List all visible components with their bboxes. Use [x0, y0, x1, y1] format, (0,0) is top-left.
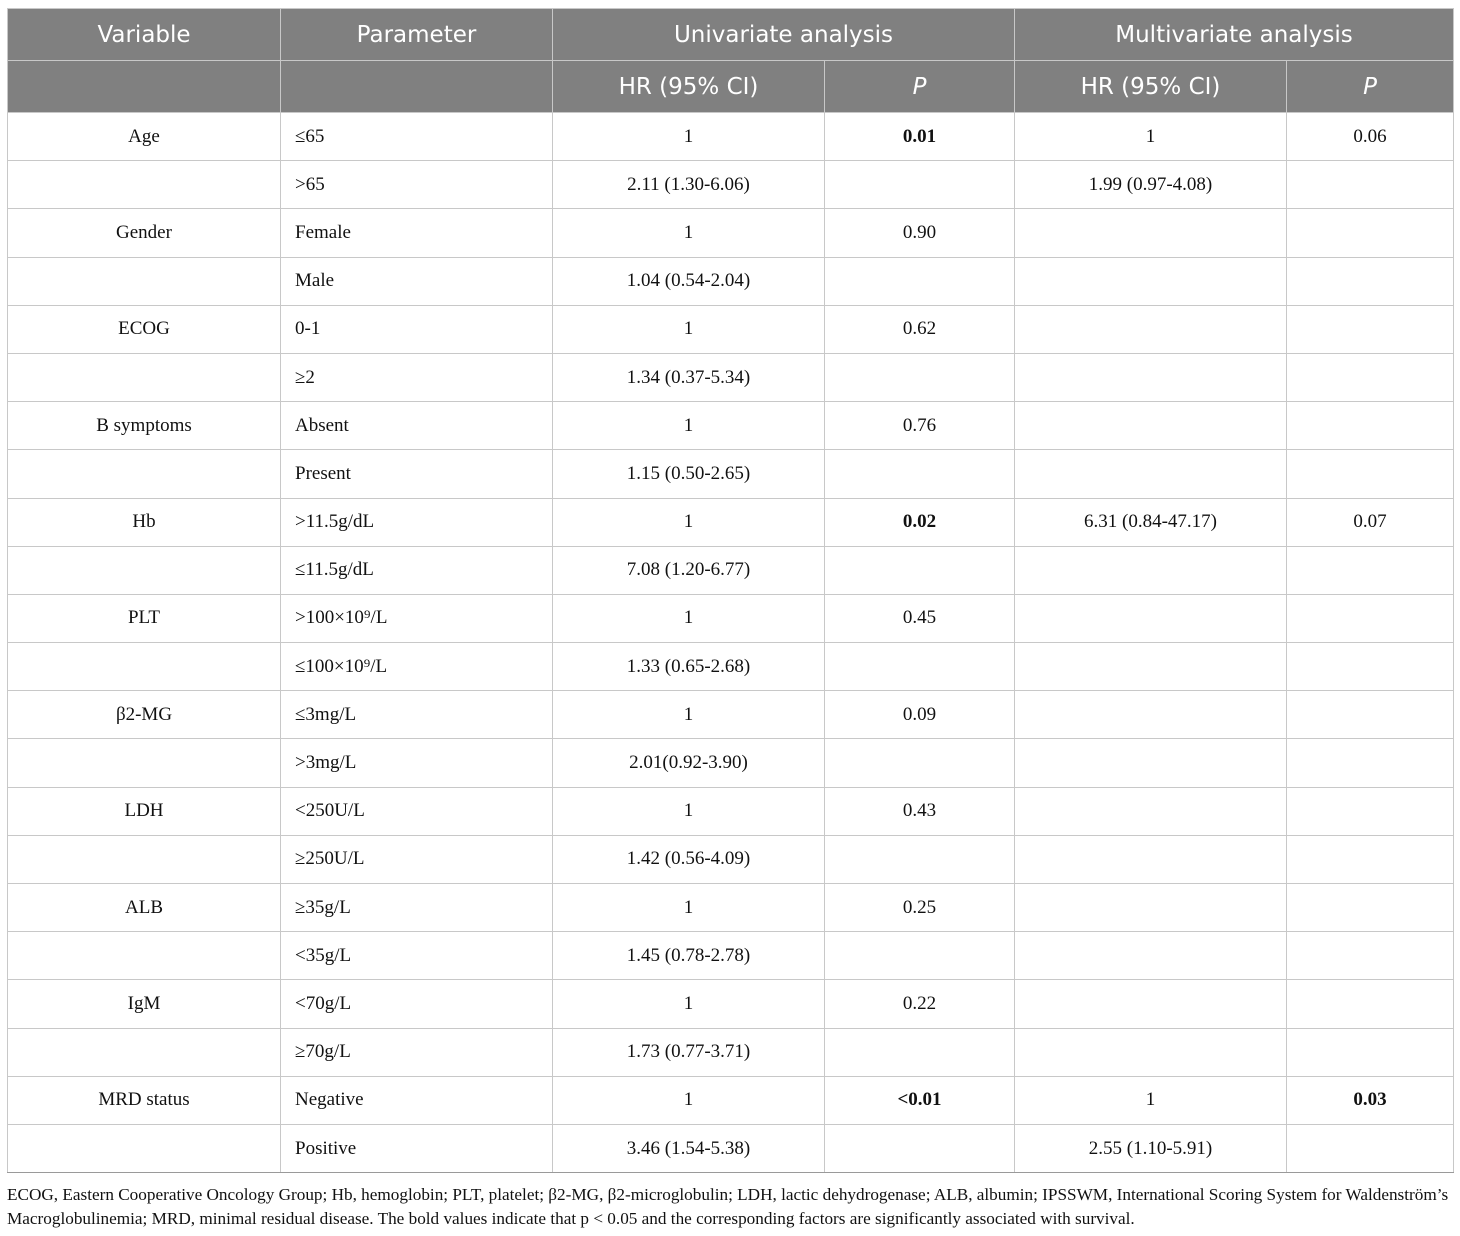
variable-cell: [8, 932, 281, 980]
parameter-cell: ≥35g/L: [281, 884, 553, 932]
variable-cell: [8, 739, 281, 787]
variable-cell: [8, 643, 281, 691]
multivariate-hr-cell: 1.99 (0.97-4.08): [1015, 161, 1287, 209]
variable-cell: [8, 1124, 281, 1172]
header-univariate-p: P: [825, 61, 1015, 113]
variable-cell: [8, 450, 281, 498]
multivariate-hr-cell: [1015, 691, 1287, 739]
header-multivariate-hr: HR (95% CI): [1015, 61, 1287, 113]
header-variable: Variable: [8, 9, 281, 61]
multivariate-hr-cell: [1015, 739, 1287, 787]
parameter-cell: 0-1: [281, 305, 553, 353]
multivariate-p-cell: 0.06: [1287, 113, 1454, 161]
univariate-hr-cell: 1.73 (0.77-3.71): [553, 1028, 825, 1076]
table-row: [8, 546, 1454, 594]
header-multivariate-p: P: [1287, 61, 1454, 113]
multivariate-hr-cell: [1015, 546, 1287, 594]
table-row: [8, 691, 1454, 739]
parameter-cell: Absent: [281, 402, 553, 450]
univariate-hr-cell: 7.08 (1.20-6.77): [553, 546, 825, 594]
table-row: [8, 161, 1454, 209]
parameter-cell: Male: [281, 257, 553, 305]
parameter-cell: >11.5g/dL: [281, 498, 553, 546]
univariate-hr-cell: 1: [553, 980, 825, 1028]
parameter-cell: Female: [281, 209, 553, 257]
univariate-p-cell: [825, 353, 1015, 401]
variable-cell: [8, 835, 281, 883]
multivariate-hr-cell: [1015, 980, 1287, 1028]
univariate-hr-cell: 1.45 (0.78-2.78): [553, 932, 825, 980]
variable-cell: [8, 1028, 281, 1076]
univariate-hr-cell: 1: [553, 691, 825, 739]
survival-analysis-table: [7, 8, 1454, 1173]
multivariate-hr-cell: 1: [1015, 113, 1287, 161]
parameter-cell: >65: [281, 161, 553, 209]
parameter-cell: >100×10⁹/L: [281, 594, 553, 642]
univariate-hr-cell: 1: [553, 498, 825, 546]
univariate-p-cell: 0.90: [825, 209, 1015, 257]
multivariate-p-cell: [1287, 1124, 1454, 1172]
univariate-hr-cell: 1.33 (0.65-2.68): [553, 643, 825, 691]
univariate-hr-cell: 1.15 (0.50-2.65): [553, 450, 825, 498]
multivariate-p-cell: [1287, 1028, 1454, 1076]
univariate-hr-cell: 1: [553, 209, 825, 257]
multivariate-p-cell: [1287, 643, 1454, 691]
univariate-p-cell: 0.02: [825, 498, 1015, 546]
multivariate-p-cell: [1287, 594, 1454, 642]
univariate-p-cell: [825, 932, 1015, 980]
univariate-p-cell: [825, 257, 1015, 305]
univariate-p-cell: 0.01: [825, 113, 1015, 161]
variable-cell: [8, 546, 281, 594]
univariate-p-cell: 0.45: [825, 594, 1015, 642]
multivariate-hr-cell: [1015, 402, 1287, 450]
parameter-cell: ≥70g/L: [281, 1028, 553, 1076]
univariate-hr-cell: 1: [553, 305, 825, 353]
header-univariate: Univariate analysis: [553, 9, 1015, 61]
univariate-hr-cell: 1.34 (0.37-5.34): [553, 353, 825, 401]
variable-cell: Age: [8, 113, 281, 161]
univariate-hr-cell: 1: [553, 113, 825, 161]
parameter-cell: ≥2: [281, 353, 553, 401]
table-row: [8, 402, 1454, 450]
univariate-hr-cell: 1: [553, 1076, 825, 1124]
parameter-cell: Present: [281, 450, 553, 498]
variable-cell: [8, 257, 281, 305]
parameter-cell: <70g/L: [281, 980, 553, 1028]
univariate-p-cell: 0.43: [825, 787, 1015, 835]
univariate-p-cell: [825, 546, 1015, 594]
table-row: [8, 498, 1454, 546]
multivariate-hr-cell: [1015, 884, 1287, 932]
variable-cell: [8, 161, 281, 209]
variable-cell: Gender: [8, 209, 281, 257]
multivariate-p-cell: [1287, 450, 1454, 498]
multivariate-hr-cell: [1015, 257, 1287, 305]
parameter-cell: ≥250U/L: [281, 835, 553, 883]
univariate-p-cell: [825, 643, 1015, 691]
header-row-2: [8, 61, 1454, 113]
variable-cell: β2-MG: [8, 691, 281, 739]
header-multivariate: Multivariate analysis: [1015, 9, 1454, 61]
table-row: [8, 739, 1454, 787]
univariate-hr-cell: 1.04 (0.54-2.04): [553, 257, 825, 305]
univariate-hr-cell: 2.11 (1.30-6.06): [553, 161, 825, 209]
multivariate-p-cell: 0.07: [1287, 498, 1454, 546]
variable-cell: [8, 353, 281, 401]
multivariate-p-cell: [1287, 353, 1454, 401]
table-row: [8, 209, 1454, 257]
multivariate-hr-cell: [1015, 450, 1287, 498]
univariate-hr-cell: 1: [553, 787, 825, 835]
multivariate-hr-cell: 1: [1015, 1076, 1287, 1124]
univariate-p-cell: [825, 161, 1015, 209]
parameter-cell: Positive: [281, 1124, 553, 1172]
variable-cell: Hb: [8, 498, 281, 546]
multivariate-p-cell: [1287, 402, 1454, 450]
table-row: [8, 884, 1454, 932]
variable-cell: IgM: [8, 980, 281, 1028]
multivariate-p-cell: [1287, 257, 1454, 305]
multivariate-hr-cell: 6.31 (0.84-47.17): [1015, 498, 1287, 546]
header-blank-variable: [8, 61, 281, 113]
table-body: [8, 113, 1454, 1173]
multivariate-hr-cell: [1015, 643, 1287, 691]
univariate-p-cell: [825, 450, 1015, 498]
table-footnote: ECOG, Eastern Cooperative Oncology Group; Hb, hemoglobin; PLT, platelet; β2-MG, β2-microglobulin; LDH, lactic dehydrogenase; ALB, albumin; IPSSWM, International Scoring System for Waldenström’s Macroglobulinemia; MRD, minimal residual disease. The bold values indicate that p < 0.05 and the corresponding factors are significantly associated with survival.: [7, 1185, 1449, 1228]
table-row: [8, 1124, 1454, 1172]
variable-cell: ALB: [8, 884, 281, 932]
table-row: [8, 353, 1454, 401]
table-row: [8, 932, 1454, 980]
header-parameter: Parameter: [281, 9, 553, 61]
multivariate-hr-cell: 2.55 (1.10-5.91): [1015, 1124, 1287, 1172]
multivariate-hr-cell: [1015, 787, 1287, 835]
multivariate-hr-cell: [1015, 835, 1287, 883]
multivariate-p-cell: [1287, 739, 1454, 787]
univariate-p-cell: 0.09: [825, 691, 1015, 739]
univariate-p-cell: [825, 1028, 1015, 1076]
table-row: [8, 257, 1454, 305]
multivariate-p-cell: [1287, 209, 1454, 257]
variable-cell: PLT: [8, 594, 281, 642]
univariate-p-cell: 0.22: [825, 980, 1015, 1028]
variable-cell: ECOG: [8, 305, 281, 353]
variable-cell: LDH: [8, 787, 281, 835]
variable-cell: MRD status: [8, 1076, 281, 1124]
parameter-cell: ≤3mg/L: [281, 691, 553, 739]
multivariate-hr-cell: [1015, 305, 1287, 353]
univariate-hr-cell: 2.01(0.92-3.90): [553, 739, 825, 787]
multivariate-p-cell: 0.03: [1287, 1076, 1454, 1124]
table-row: [8, 1076, 1454, 1124]
multivariate-p-cell: [1287, 305, 1454, 353]
univariate-p-cell: [825, 1124, 1015, 1172]
table-row: [8, 980, 1454, 1028]
table-row: [8, 787, 1454, 835]
multivariate-hr-cell: [1015, 1028, 1287, 1076]
multivariate-p-cell: [1287, 835, 1454, 883]
multivariate-hr-cell: [1015, 209, 1287, 257]
multivariate-p-cell: [1287, 932, 1454, 980]
univariate-p-cell: <0.01: [825, 1076, 1015, 1124]
header-blank-parameter: [281, 61, 553, 113]
multivariate-p-cell: [1287, 546, 1454, 594]
header-univariate-hr: HR (95% CI): [553, 61, 825, 113]
parameter-cell: Negative: [281, 1076, 553, 1124]
multivariate-hr-cell: [1015, 353, 1287, 401]
univariate-p-cell: [825, 835, 1015, 883]
header-row-1: [8, 9, 1454, 61]
results-table-container: [7, 8, 1453, 1173]
table-header: [8, 9, 1454, 113]
parameter-cell: ≤11.5g/dL: [281, 546, 553, 594]
variable-cell: B symptoms: [8, 402, 281, 450]
multivariate-hr-cell: [1015, 932, 1287, 980]
univariate-p-cell: [825, 739, 1015, 787]
table-row: [8, 835, 1454, 883]
parameter-cell: ≤100×10⁹/L: [281, 643, 553, 691]
univariate-hr-cell: 1: [553, 402, 825, 450]
univariate-hr-cell: 1: [553, 884, 825, 932]
multivariate-p-cell: [1287, 787, 1454, 835]
table-row: [8, 450, 1454, 498]
univariate-p-cell: 0.25: [825, 884, 1015, 932]
multivariate-p-cell: [1287, 980, 1454, 1028]
table-row: [8, 643, 1454, 691]
table-row: [8, 594, 1454, 642]
parameter-cell: ≤65: [281, 113, 553, 161]
univariate-hr-cell: 1: [553, 594, 825, 642]
table-row: [8, 1028, 1454, 1076]
multivariate-p-cell: [1287, 691, 1454, 739]
univariate-p-cell: 0.76: [825, 402, 1015, 450]
multivariate-hr-cell: [1015, 594, 1287, 642]
parameter-cell: <250U/L: [281, 787, 553, 835]
table-row: [8, 305, 1454, 353]
multivariate-p-cell: [1287, 884, 1454, 932]
parameter-cell: >3mg/L: [281, 739, 553, 787]
multivariate-p-cell: [1287, 161, 1454, 209]
univariate-hr-cell: 3.46 (1.54-5.38): [553, 1124, 825, 1172]
table-row: [8, 113, 1454, 161]
parameter-cell: <35g/L: [281, 932, 553, 980]
univariate-p-cell: 0.62: [825, 305, 1015, 353]
univariate-hr-cell: 1.42 (0.56-4.09): [553, 835, 825, 883]
